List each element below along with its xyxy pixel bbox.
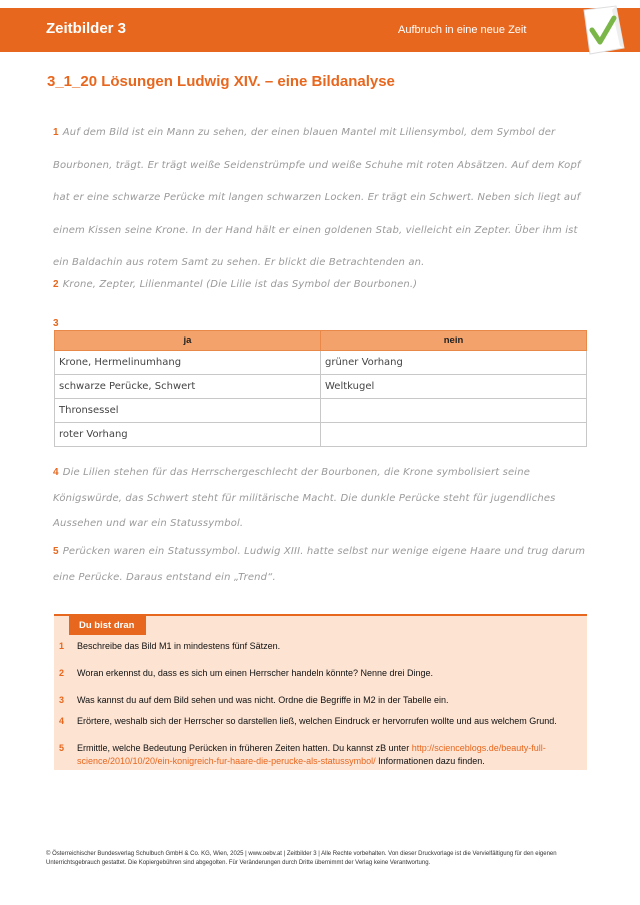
task-number: 4 — [59, 716, 65, 726]
answer-4 — [53, 460, 593, 537]
task-text: Erörtere, weshalb sich der Herrscher so darstellen ließ, welchen Eindruck er hervorrufen wollte und aus welchem Grund. — [77, 716, 557, 726]
table-cell — [321, 399, 587, 423]
table-cell: roter Vorhang — [55, 423, 321, 447]
sorting-table — [54, 330, 587, 447]
task-number: 5 — [59, 743, 65, 753]
answer-number: 3 — [53, 318, 59, 329]
table-cell: Thronsessel — [55, 399, 321, 423]
task-number: 2 — [59, 668, 65, 678]
task-text-start: Ermittle, welche Bedeutung Perücken in früheren Zeiten hatten. Du kannst zB unter — [77, 743, 410, 753]
checkmark-document-icon — [578, 4, 628, 58]
answer-number: 5 — [53, 546, 59, 557]
task-text-end: Informationen dazu finden. — [378, 755, 485, 766]
task-number: 3 — [59, 695, 65, 705]
table-row — [55, 423, 587, 447]
task-text — [77, 742, 582, 767]
answer-text: Die Lilien stehen für das Herrschergeschlecht der Bourbonen, die Krone symbolisiert seine Königswürde, das Schwert steht für militärische Macht. Die dunkle Perücke steht für jugendliches Aussehen und war ein Statussymbol. — [53, 467, 556, 529]
page-title: 3_1_20 Lösungen Ludwig XIV. – eine Bildanalyse — [47, 73, 395, 90]
table-cell: Krone, Hermelinumhang — [55, 351, 321, 375]
table-cell: schwarze Perücke, Schwert — [55, 375, 321, 399]
task-text: Beschreibe das Bild M1 in mindestens fünf Sätzen. — [77, 641, 281, 651]
answer-text: Auf dem Bild ist ein Mann zu sehen, der einen blauen Mantel mit Liliensymbol, dem Symbol der Bourbonen, trägt. Er trägt weiße Seidenstrümpfe und weiße Schuhe mit roten Absätzen. Auf dem Kopf hat er eine schwarze Perücke mit langen schwarzen Locken. Er trägt ein Schwert. Neben sich liegt auf einem Kissen seine Krone. In der Hand hält er einen goldenen Stab, vielleicht ein Zepter. Über ihm ist ein Baldachin aus rotem Samt zu sehen. Er blickt die Betrachtenden an. — [53, 127, 581, 268]
table-cell: Weltkugel — [321, 375, 587, 399]
table-row — [55, 375, 587, 399]
answer-text: Perücken waren ein Statussymbol. Ludwig XIII. hatte selbst nur wenige eigene Haare und trug darum eine Perücke. Daraus entstand ein „Trend“. — [53, 546, 586, 583]
task-text: Woran erkennst du, dass es sich um einen Herrscher handeln könnte? Nenne drei Dinge. — [77, 668, 434, 678]
answer-number: 1 — [53, 127, 59, 138]
table-row — [55, 399, 587, 423]
link-scienceblogs[interactable]: http://scienceblogs.de/beauty-full-science/2010/10/20/ein-konigreich-fur-haare-die-perucke-als-statussymbol/ — [77, 743, 546, 766]
task-box — [54, 614, 587, 770]
task-box-title: Du bist dran — [69, 615, 146, 635]
column-header-ja: ja — [55, 331, 321, 351]
footer-copyright: © Österreichischer Bundesverlag Schulbuch GmbH & Co. KG, Wien, 2025 | www.oebv.at | Zeitbilder 3 | Alle Rechte vorbehalten. Von dieser Druckvorlage ist die Vervielfältigung für den eigenen Unterrichtsgebrauch gestattet. Die Kopiergebühren sind abgegolten. Für Veränderungen durch Dritte übernimmt der Verlag keine Verantwortung. — [46, 851, 557, 866]
header-bar — [0, 8, 640, 52]
answer-2 — [53, 279, 593, 290]
table-cell: grüner Vorhang — [321, 351, 587, 375]
table-cell — [321, 423, 587, 447]
task-number: 1 — [59, 641, 65, 651]
answer-1 — [53, 117, 593, 280]
header-subtitle: Aufbruch in eine neue Zeit — [398, 24, 527, 36]
answer-number: 4 — [53, 467, 59, 478]
answer-3-label — [53, 313, 63, 331]
brand-title: Zeitbilder 3 — [46, 20, 127, 37]
table-row — [55, 351, 587, 375]
answer-5 — [53, 539, 593, 590]
answer-text: Krone, Zepter, Lilienmantel (Die Lilie ist das Symbol der Bourbonen.) — [62, 279, 418, 290]
answer-number: 2 — [53, 279, 59, 290]
task-text: Was kannst du auf dem Bild sehen und was nicht. Ordne die Begriffe in M2 in der Tabelle ein. — [77, 695, 449, 705]
column-header-nein: nein — [321, 331, 587, 351]
